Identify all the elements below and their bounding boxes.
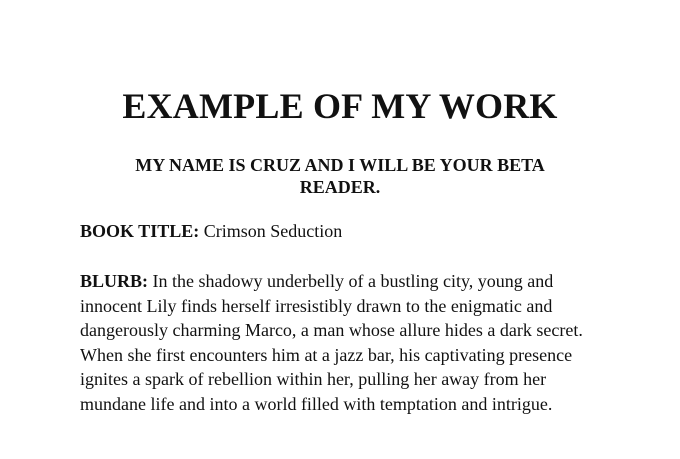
blurb-label: BLURB: — [80, 271, 149, 291]
blurb-text: In the shadowy underbelly of a bustling city, young and innocent Lily finds herself irresistibly drawn to the enigmatic and dangerously charming Marco, a man whose allure hides a dark secret. When she first encounters him at a jazz bar, his captivating presence ignites a spark of rebellion within her, pulling her away from her mundane life and into a world filled with temptation and intrigue. — [80, 271, 583, 414]
blurb-paragraph — [80, 269, 610, 416]
book-title-line — [80, 219, 620, 243]
document-subheading: MY NAME IS CRUZ AND I WILL BE YOUR BETA READER. — [135, 155, 545, 197]
document-heading: EXAMPLE OF MY WORK — [122, 86, 558, 126]
book-title-label: BOOK TITLE: — [80, 221, 200, 241]
book-title-value: Crimson Seduction — [203, 221, 343, 241]
